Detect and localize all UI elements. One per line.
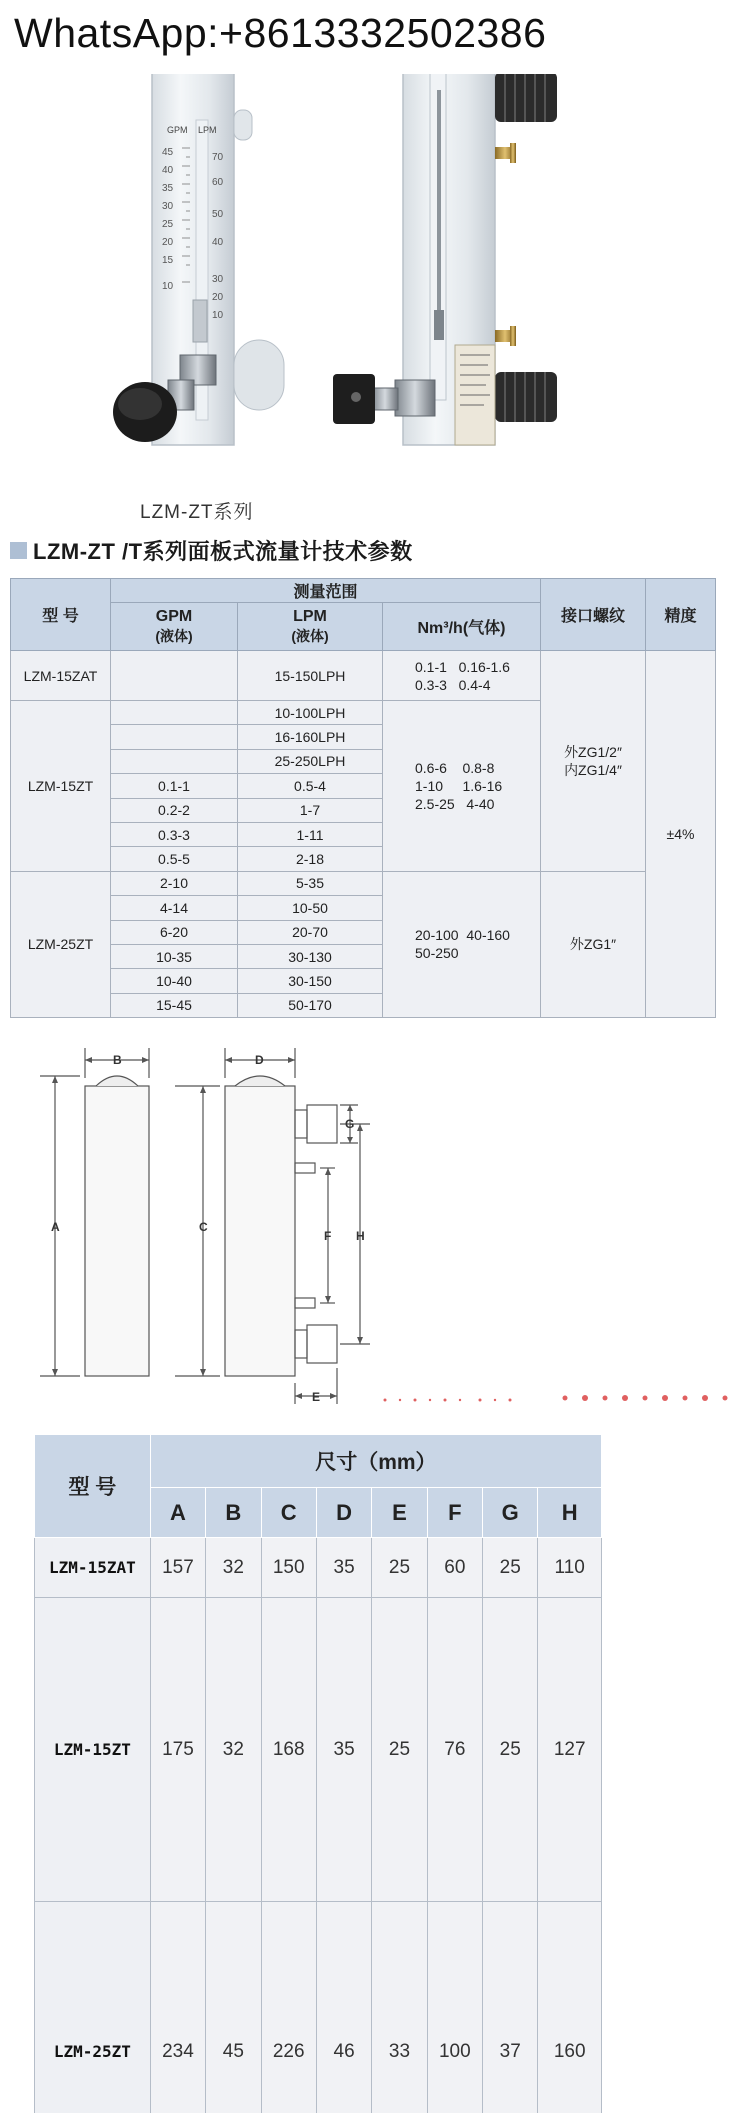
dims-col-b: B [206,1488,261,1538]
lpm-tick: 60 [212,177,224,188]
header-lpm-label: LPM [293,607,327,625]
dims-cell: 46 [316,1902,371,2113]
header-range-group: 测量范围 [111,579,541,603]
gpm-tick: 15 [162,255,174,266]
lpm-tick: 50 [212,209,224,220]
cell-gpm [111,701,238,725]
dims-cell: 35 [316,1598,371,1902]
dims-cell: 32 [206,1538,261,1598]
cell-thread-15 [541,651,646,872]
right-flowmeter [333,55,557,445]
cell-gpm: 4-14 [111,896,238,920]
thread-line: 内ZG1/4″ [564,761,622,778]
dims-cell: 25 [372,1598,427,1902]
cell-gpm: 10-40 [111,969,238,993]
dims-cell: 37 [483,1902,538,2113]
header-accuracy: 精度 [646,579,716,651]
dims-col-d: D [316,1488,371,1538]
model-lzm-25zt: LZM-25ZT [11,871,111,1017]
gpm-scale-label: GPM [167,125,188,135]
dims-cell: 234 [150,1902,205,2113]
cell-lpm: 50-170 [238,993,383,1017]
nm3h-line: 50-250 [415,945,459,962]
dims-cell: 157 [150,1538,205,1598]
nm3h-line: 0.6-6 0.8-8 [415,759,495,776]
dim-label-a: A [51,1220,60,1234]
gpm-tick: 35 [162,183,174,194]
header-nm3h: Nm³/h(气体) [383,603,541,651]
dims-cell: 25 [372,1538,427,1598]
cell-gpm [111,749,238,773]
dim-label-g: G [345,1117,355,1131]
lpm-tick: 70 [212,152,224,163]
dim-label-b: B [113,1053,122,1067]
cell-gpm: 6-20 [111,920,238,944]
dim-label-d: D [255,1053,264,1067]
dims-cell: 25 [483,1538,538,1598]
nm3h-line: 2.5-25 4-40 [415,795,495,812]
header-lpm-sub: (液体) [291,627,329,644]
dim-label-c: C [199,1220,208,1234]
lpm-tick: 20 [212,292,224,303]
dims-model-lzm-15zt: LZM-15ZT [35,1598,151,1902]
cell-gpm: 0.2-2 [111,798,238,822]
nm3h-line: 20-100 40-160 [415,927,510,944]
dimensions-table [34,1434,602,2113]
cell-lpm: 20-70 [238,920,383,944]
dims-col-f: F [427,1488,482,1538]
section-title-text: LZM-ZT /T系列面板式流量计技术参数 [33,538,413,564]
lpm-tick: 40 [212,237,224,248]
header-gpm-sub: (液体) [155,627,193,644]
dims-header-model: 型 号 [35,1435,151,1538]
dims-header-group: 尺寸（mm） [150,1435,601,1488]
spec-table [10,578,716,1018]
dims-model-lzm-25zt: LZM-25ZT [35,1902,151,2113]
cell-lpm: 2-18 [238,847,383,871]
dims-cell: 160 [538,1902,602,2113]
gpm-tick: 40 [162,165,174,176]
cell-gpm: 0.5-5 [111,847,238,871]
header-lpm [238,603,383,651]
whatsapp-contact: WhatsApp:+8613332502386 [14,10,547,56]
dims-cell: 35 [316,1538,371,1598]
dims-col-c: C [261,1488,316,1538]
dims-cell: 60 [427,1538,482,1598]
dims-cell: 100 [427,1902,482,2113]
dim-label-e: E [312,1390,321,1404]
cell-nm3h [383,701,541,872]
dims-cell: 150 [261,1538,316,1598]
nm3h-line: 0.3-3 0.4-4 [415,676,491,693]
dims-cell: 76 [427,1598,482,1902]
cell-gpm: 10-35 [111,944,238,968]
cell-gpm: 0.1-1 [111,774,238,798]
model-lzm-15zt: LZM-15ZT [11,701,111,872]
cell-nm3h [383,871,541,1017]
cell-thread-25: 外ZG1″ [541,871,646,1017]
cell-lpm: 25-250LPH [238,749,383,773]
dims-col-g: G [483,1488,538,1538]
cell-lpm: 10-100LPH [238,701,383,725]
left-flowmeter [113,55,284,445]
dims-cell: 175 [150,1598,205,1902]
cell-accuracy: ±4% [646,651,716,1018]
cell-gpm [111,651,238,701]
cell-lpm: 16-160LPH [238,725,383,749]
section-title [10,536,413,564]
dims-model-lzm-15zat: LZM-15ZAT [35,1538,151,1598]
dimension-drawing [40,1048,740,1414]
lpm-tick: 10 [212,310,224,321]
cell-gpm: 15-45 [111,993,238,1017]
series-caption: LZM-ZT系列 [140,502,254,523]
cell-lpm: 0.5-4 [238,774,383,798]
header-thread: 接口螺纹 [541,579,646,651]
cell-gpm: 0.3-3 [111,822,238,846]
header-gpm [111,603,238,651]
dim-label-f: F [324,1229,332,1243]
model-lzm-15zat: LZM-15ZAT [11,651,111,701]
cell-gpm: 2-10 [111,871,238,895]
cell-lpm: 30-150 [238,969,383,993]
cell-lpm: 5-35 [238,871,383,895]
title-bullet-icon [10,542,27,559]
dims-cell: 32 [206,1598,261,1902]
dims-col-e: E [372,1488,427,1538]
dims-col-h: H [538,1488,602,1538]
dims-col-a: A [150,1488,205,1538]
gpm-tick: 20 [162,237,174,248]
dims-cell: 25 [483,1598,538,1902]
gpm-tick: 10 [162,281,174,292]
nm3h-line: 0.1-1 0.16-1.6 [415,658,510,675]
dims-cell: 168 [261,1598,316,1902]
gpm-tick: 45 [162,147,174,158]
header-model: 型 号 [11,579,111,651]
dims-cell: 110 [538,1538,602,1598]
gpm-tick: 30 [162,201,174,212]
cell-lpm: 30-130 [238,944,383,968]
contact-banner [0,0,560,74]
dims-cell: 127 [538,1598,602,1902]
cell-lpm: 1-11 [238,822,383,846]
dim-label-h: H [356,1229,365,1243]
cell-lpm: 15-150LPH [238,651,383,701]
lpm-scale-label: LPM [198,125,217,135]
header-gpm-label: GPM [155,607,193,625]
gpm-tick: 25 [162,219,174,230]
dims-cell: 33 [372,1902,427,2113]
cell-lpm: 1-7 [238,798,383,822]
lpm-tick: 30 [212,274,224,285]
nm3h-line: 1-10 1.6-16 [415,777,503,794]
cell-nm3h [383,651,541,701]
cell-lpm: 10-50 [238,896,383,920]
cell-gpm [111,725,238,749]
dims-cell: 45 [206,1902,261,2113]
dimension-diagram [40,1048,740,1414]
thread-line: 外ZG1/2″ [564,743,622,760]
dims-cell: 226 [261,1902,316,2113]
